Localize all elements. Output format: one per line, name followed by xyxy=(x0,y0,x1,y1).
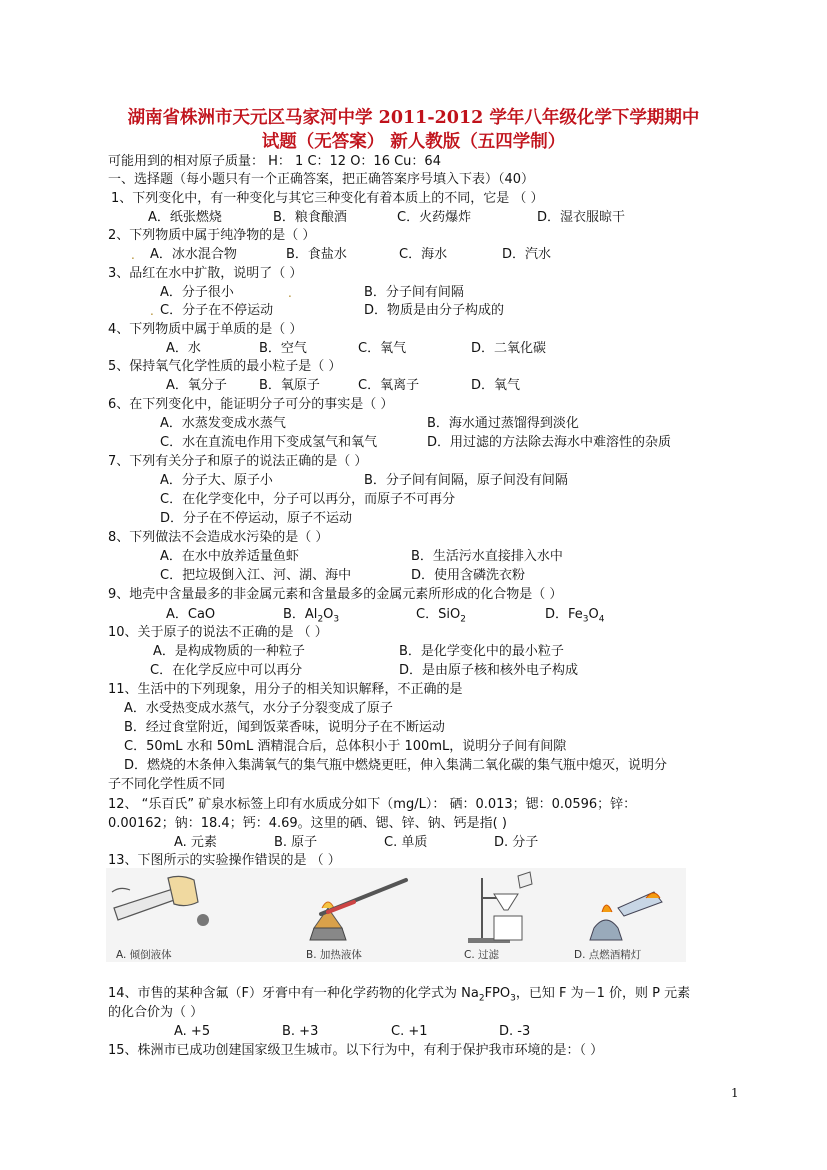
q14-option-a: A. +5 xyxy=(174,1024,211,1039)
q2-option-b: B．食盐水 xyxy=(286,247,347,262)
document-title-line2: 试题（无答案） 新人教版（五四学制） xyxy=(261,132,566,152)
question-7-stem: 7、下列有关分子和原子的说法正确的是（ ） xyxy=(108,454,368,469)
q8-option-b: B．生活污水直接排入水中 xyxy=(411,549,563,564)
question-1-stem: 1、下列变化中，有一种变化与其它三种变化有着本质上的不同，它是 （ ） xyxy=(111,191,544,206)
q9-option-a: A．CaO xyxy=(166,607,216,622)
q9-option-c: C．SiO$_2$ xyxy=(416,607,466,625)
stray-mark: . xyxy=(288,286,292,300)
question-12-line2: 0.00162；钠：18.4；钙：4.69。这里的硒、锶、锌、钠、钙是指( ) xyxy=(108,816,507,831)
stray-mark: . xyxy=(131,248,135,262)
q12-option-d: D. 分子 xyxy=(494,835,539,850)
q3-option-c: C．分子在不停运动 xyxy=(160,303,274,318)
q1-option-d: D．湿衣服晾干 xyxy=(537,210,626,225)
page-number: 1 xyxy=(731,1086,739,1100)
document-title-line1: 湖南省株洲市天元区马家河中学 2011-2012 学年八年级化学下学期期中 xyxy=(127,108,700,128)
question-5-stem: 5、保持氧气化学性质的最小粒子是（ ） xyxy=(108,359,342,374)
figure-caption-a: A. 倾倒液体 xyxy=(116,949,172,961)
question-9-stem: 9、地壳中含量最多的非金属元素和含量最多的金属元素所形成的化合物是（ ） xyxy=(108,587,563,602)
q12-option-a: A. 元素 xyxy=(174,835,217,850)
q9-option-b: B．$Al_2O_3$ xyxy=(283,607,340,625)
q1-option-b: B．粮食酿酒 xyxy=(273,210,347,225)
q10-option-b: B．是化学变化中的最小粒子 xyxy=(399,644,564,659)
question-8-stem: 8、下列做法不会造成水污染的是（ ） xyxy=(108,530,329,545)
q4-option-b: B．空气 xyxy=(259,341,307,356)
q12-option-c: C. 单质 xyxy=(384,835,428,850)
figure-caption-b: B. 加热液体 xyxy=(306,949,362,961)
q10-option-d: D．是由原子核和核外电子构成 xyxy=(399,663,579,678)
q5-option-b: B．氧原子 xyxy=(259,378,320,393)
question-11-stem: 11、生活中的下列现象，用分子的相关知识解释，不正确的是 xyxy=(108,682,463,697)
q8-option-c: C．把垃圾倒入江、河、湖、海中 xyxy=(160,568,352,583)
q7-option-b: B．分子间有间隔，原子间没有间隔 xyxy=(364,473,568,488)
q5-option-d: D．氧气 xyxy=(471,378,521,393)
q10-option-a: A．是构成物质的一种粒子 xyxy=(153,644,305,659)
atomic-mass-note: 可能用到的相对原子质量： H： 1 C：12 O：16 Cu：64 xyxy=(108,154,441,169)
q14-option-c: C. +1 xyxy=(391,1024,428,1039)
q2-option-a: A．冰水混合物 xyxy=(150,247,237,262)
question-13-stem: 13、下图所示的实验操作错误的是 （ ） xyxy=(108,853,341,868)
question-10-stem: 10、关于原子的说法不正确的是 （ ） xyxy=(108,625,328,640)
figure-caption-c: C. 过滤 xyxy=(464,949,500,961)
q4-option-a: A．水 xyxy=(166,341,201,356)
q7-option-c: C．在化学变化中，分子可以再分，而原子不可再分 xyxy=(160,492,456,507)
q4-option-c: C．氧气 xyxy=(358,341,407,356)
q2-option-c: C．海水 xyxy=(399,247,448,262)
question-4-stem: 4、下列物质中属于单质的是（ ） xyxy=(108,322,303,337)
q11-option-b: B．经过食堂附近，闻到饭菜香味，说明分子在不断运动 xyxy=(124,720,445,735)
q12-option-b: B. 原子 xyxy=(274,835,318,850)
q5-option-c: C．氧离子 xyxy=(358,378,420,393)
q5-option-a: A．氧分子 xyxy=(166,378,227,393)
q14-option-b: B. +3 xyxy=(282,1024,319,1039)
q6-option-d: D．用过滤的方法除去海水中难溶性的杂质 xyxy=(427,435,672,450)
question-2-stem: 2、下列物质中属于纯净物的是（ ） xyxy=(108,228,316,243)
q11-option-c: C．50mL 水和 50mL 酒精混合后，总体积小于 100mL，说明分子间有间隙 xyxy=(124,739,567,754)
q2-option-d: D．汽水 xyxy=(502,247,552,262)
question-14-line1: 14、市售的某种含氟（F）牙膏中有一种化学药物的化学式为 $Na_2FPO_3$，已知 F 为－1 价，则 P 元素 xyxy=(108,986,691,1004)
question-6-stem: 6、在下列变化中，能证明分子可分的事实是（ ） xyxy=(108,397,394,412)
q8-option-d: D．使用含磷洗衣粉 xyxy=(411,568,526,583)
question-15-stem: 15、株洲市已成功创建国家级卫生城市。以下行为中，有利于保护我市环境的是：（ ） xyxy=(108,1043,604,1058)
q10-option-c: C．在化学反应中可以再分 xyxy=(150,663,303,678)
lab-operations-figure xyxy=(106,868,686,962)
q8-option-a: A．在水中放养适量鱼虾 xyxy=(160,549,299,564)
q9-option-d: D．$Fe_3O_4$ xyxy=(545,607,605,625)
q11-option-d-continued: 子不同化学性质不同 xyxy=(108,777,226,792)
q3-option-a: A．分子很小 xyxy=(160,285,234,300)
q11-option-a: A．水受热变成水蒸气，水分子分裂变成了原子 xyxy=(124,701,393,716)
q4-option-d: D．二氧化碳 xyxy=(471,341,547,356)
q1-option-c: C．火药爆炸 xyxy=(397,210,472,225)
q7-option-a: A．分子大、原子小 xyxy=(160,473,273,488)
q11-option-d: D．燃烧的木条伸入集满氧气的集气瓶中燃烧更旺，伸入集满二氧化碳的集气瓶中熄灭，说明分 xyxy=(124,758,668,773)
section-heading: 一、选择题（每小题只有一个正确答案，把正确答案序号填入下表）（40） xyxy=(108,172,535,187)
q6-option-c: C．水在直流电作用下变成氢气和氧气 xyxy=(160,435,378,450)
figure-caption-d: D. 点燃酒精灯 xyxy=(574,949,642,961)
q14-option-d: D. -3 xyxy=(499,1024,531,1039)
question-3-stem: 3、品红在水中扩散，说明了（ ） xyxy=(108,266,303,281)
question-14-line2: 的化合价为（ ） xyxy=(108,1005,204,1020)
q1-option-a: A．纸张燃烧 xyxy=(148,210,222,225)
question-12-line1: 12、 “乐百氏” 矿泉水标签上印有水质成分如下（mg/L）： 硒：0.013；锶：0.0596；锌： xyxy=(108,797,637,812)
q6-option-b: B．海水通过蒸馏得到淡化 xyxy=(427,416,579,431)
q3-option-b: B．分子间有间隔 xyxy=(364,285,464,300)
q3-option-d: D．物质是由分子构成的 xyxy=(364,303,505,318)
q7-option-d: D．分子在不停运动，原子不运动 xyxy=(160,511,353,526)
stray-mark: . xyxy=(150,304,154,318)
q6-option-a: A．水蒸发变成水蒸气 xyxy=(160,416,286,431)
